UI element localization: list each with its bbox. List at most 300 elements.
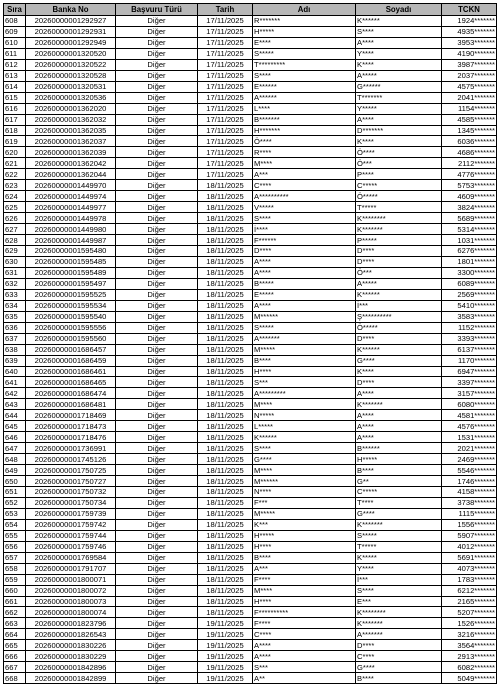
soyadi-cell: S**** [356, 585, 442, 596]
banka-no-cell: 20260000001595489 [26, 267, 116, 278]
tckn-cell: 2112******* [442, 158, 497, 169]
soyadi-cell: A**** [356, 410, 442, 421]
tarih-cell: 17/11/2025 [198, 48, 253, 59]
adi-cell: L***** [253, 421, 356, 432]
basvuru-turu-cell: Diğer [116, 333, 198, 344]
sira-cell: 665 [4, 640, 26, 651]
tarih-cell: 18/11/2025 [198, 235, 253, 246]
tckn-cell: 5049******* [442, 673, 497, 684]
adi-cell: S*** [253, 662, 356, 673]
banka-no-cell: 20260000001759739 [26, 508, 116, 519]
table-row [4, 585, 497, 596]
basvuru-turu-cell: Diğer [116, 585, 198, 596]
soyadi-cell: B**** [356, 465, 442, 476]
sira-cell: 636 [4, 322, 26, 333]
tckn-cell: 2165******* [442, 596, 497, 607]
sira-cell: 653 [4, 508, 26, 519]
soyadi-cell: Ö*** [356, 158, 442, 169]
soyadi-cell: A***** [356, 278, 442, 289]
banka-no-cell: 20260000001791707 [26, 563, 116, 574]
sira-cell: 663 [4, 618, 26, 629]
tarih-cell: 18/11/2025 [198, 278, 253, 289]
tarih-cell: 17/11/2025 [198, 136, 253, 147]
tckn-cell: 5689******* [442, 213, 497, 224]
tarih-cell: 17/11/2025 [198, 114, 253, 125]
sira-cell: 621 [4, 158, 26, 169]
table-header [4, 4, 497, 16]
tarih-cell: 18/11/2025 [198, 563, 253, 574]
basvuru-turu-cell: Diğer [116, 355, 198, 366]
banka-no-cell: 20260000001595560 [26, 333, 116, 344]
soyadi-cell: K******* [356, 519, 442, 530]
basvuru-turu-cell: Diğer [116, 169, 198, 180]
header-row [4, 4, 497, 16]
sira-cell: 615 [4, 92, 26, 103]
basvuru-turu-cell: Diğer [116, 377, 198, 388]
banka-no-cell: 20260000001449970 [26, 180, 116, 191]
adi-cell: M**** [253, 399, 356, 410]
banka-no-cell: 20260000001595480 [26, 246, 116, 257]
tarih-cell: 18/11/2025 [198, 486, 253, 497]
tckn-cell: 4576******* [442, 421, 497, 432]
banka-no-cell: 20260000001292931 [26, 26, 116, 37]
soyadi-cell: A******* [356, 629, 442, 640]
table-row [4, 607, 497, 618]
sira-cell: 620 [4, 147, 26, 158]
adi-cell: G**** [253, 454, 356, 465]
adi-cell: R**** [253, 147, 356, 158]
sira-cell: 646 [4, 432, 26, 443]
sira-cell: 649 [4, 465, 26, 476]
soyadi-cell: A***** [356, 70, 442, 81]
basvuru-turu-cell: Diğer [116, 607, 198, 618]
tckn-cell: 3583******* [442, 311, 497, 322]
banka-no-cell: 20260000001362039 [26, 147, 116, 158]
sira-cell: 624 [4, 191, 26, 202]
adi-cell: B**** [253, 355, 356, 366]
tarih-cell: 17/11/2025 [198, 59, 253, 70]
adi-cell: A**** [253, 267, 356, 278]
banka-no-cell: 20260000001449978 [26, 213, 116, 224]
tarih-cell: 18/11/2025 [198, 322, 253, 333]
basvuru-turu-cell: Diğer [116, 246, 198, 257]
soyadi-cell: P***** [356, 235, 442, 246]
soyadi-cell: Y***** [356, 103, 442, 114]
soyadi-cell: S***** [356, 530, 442, 541]
basvuru-turu-cell: Diğer [116, 59, 198, 70]
table-row [4, 48, 497, 59]
soyadi-cell: A**** [356, 388, 442, 399]
tarih-cell: 18/11/2025 [198, 344, 253, 355]
soyadi-cell: T******* [356, 92, 442, 103]
banka-no-cell: 20260000001595540 [26, 311, 116, 322]
table-row [4, 552, 497, 563]
sira-cell: 622 [4, 169, 26, 180]
adi-cell: N**** [253, 486, 356, 497]
adi-cell: B**** [253, 552, 356, 563]
tarih-cell: 18/11/2025 [198, 508, 253, 519]
banka-no-cell: 20260000001320520 [26, 48, 116, 59]
banka-no-cell: 20260000001320522 [26, 59, 116, 70]
tarih-cell: 17/11/2025 [198, 169, 253, 180]
sira-cell: 637 [4, 333, 26, 344]
banka-no-cell: 20260000001362042 [26, 158, 116, 169]
table-row [4, 235, 497, 246]
banka-no-cell: 20260000001800074 [26, 607, 116, 618]
sira-cell: 633 [4, 289, 26, 300]
banka-no-cell: 20260000001449974 [26, 191, 116, 202]
sira-cell: 668 [4, 673, 26, 684]
tckn-cell: 5907******* [442, 530, 497, 541]
tarih-cell: 18/11/2025 [198, 519, 253, 530]
basvuru-turu-cell: Diğer [116, 224, 198, 235]
table-row [4, 16, 497, 27]
adi-cell: A*** [253, 563, 356, 574]
tckn-cell: 6212******* [442, 585, 497, 596]
adi-cell: B***** [253, 278, 356, 289]
adi-cell: L**** [253, 103, 356, 114]
soyadi-cell: B**** [356, 673, 442, 684]
sira-cell: 613 [4, 70, 26, 81]
adi-cell: C**** [253, 629, 356, 640]
tarih-cell: 17/11/2025 [198, 70, 253, 81]
banka-no-cell: 20260000001595497 [26, 278, 116, 289]
tckn-cell: 3393******* [442, 333, 497, 344]
table-row [4, 421, 497, 432]
sira-cell: 634 [4, 300, 26, 311]
tckn-cell: 5410******* [442, 300, 497, 311]
tarih-cell: 18/11/2025 [198, 388, 253, 399]
soyadi-cell: D**** [356, 333, 442, 344]
adi-cell: Ö**** [253, 136, 356, 147]
tarih-cell: 19/11/2025 [198, 662, 253, 673]
basvuru-turu-cell: Diğer [116, 311, 198, 322]
adi-cell: F*** [253, 497, 356, 508]
basvuru-turu-cell: Diğer [116, 519, 198, 530]
sira-cell: 617 [4, 114, 26, 125]
sira-cell: 650 [4, 476, 26, 487]
sira-cell: 611 [4, 48, 26, 59]
tckn-cell: 4935******* [442, 26, 497, 37]
tckn-cell: 1801******* [442, 256, 497, 267]
banka-no-cell: 20260000001595534 [26, 300, 116, 311]
tckn-cell: 1556******* [442, 519, 497, 530]
tckn-cell: 1031******* [442, 235, 497, 246]
soyadi-cell: D**** [356, 246, 442, 257]
soyadi-cell: H***** [356, 454, 442, 465]
tarih-cell: 18/11/2025 [198, 267, 253, 278]
tarih-cell: 18/11/2025 [198, 311, 253, 322]
adi-cell: A********* [253, 388, 356, 399]
tarih-cell: 18/11/2025 [198, 224, 253, 235]
basvuru-turu-cell: Diğer [116, 267, 198, 278]
sira-cell: 657 [4, 552, 26, 563]
basvuru-turu-cell: Diğer [116, 673, 198, 684]
sira-cell: 632 [4, 278, 26, 289]
table-row [4, 366, 497, 377]
banka-no-cell: 20260000001718476 [26, 432, 116, 443]
basvuru-turu-cell: Diğer [116, 410, 198, 421]
soyadi-cell: C***** [356, 180, 442, 191]
sira-cell: 662 [4, 607, 26, 618]
basvuru-turu-cell: Diğer [116, 465, 198, 476]
soyadi-cell: K******** [356, 607, 442, 618]
table-row [4, 322, 497, 333]
adi-cell: T********* [253, 59, 356, 70]
tarih-cell: 18/11/2025 [198, 552, 253, 563]
adi-cell: K****** [253, 432, 356, 443]
banka-no-cell: 20260000001745126 [26, 454, 116, 465]
basvuru-turu-cell: Diğer [116, 147, 198, 158]
soyadi-cell: İ*** [356, 574, 442, 585]
soyadi-cell: D**** [356, 377, 442, 388]
table-row [4, 399, 497, 410]
banka-no-cell: 20260000001800071 [26, 574, 116, 585]
sira-cell: 619 [4, 136, 26, 147]
tarih-cell: 17/11/2025 [198, 147, 253, 158]
basvuru-turu-cell: Diğer [116, 136, 198, 147]
adi-cell: C**** [253, 180, 356, 191]
table-row [4, 377, 497, 388]
table-row [4, 92, 497, 103]
tckn-cell: 5691******* [442, 552, 497, 563]
banka-no-cell: 20260000001800073 [26, 596, 116, 607]
tarih-cell: 18/11/2025 [198, 289, 253, 300]
soyadi-cell: G** [356, 476, 442, 487]
tckn-cell: 4581******* [442, 410, 497, 421]
table-row [4, 191, 497, 202]
table-row [4, 158, 497, 169]
sira-cell: 610 [4, 37, 26, 48]
tarih-cell: 18/11/2025 [198, 607, 253, 618]
sira-cell: 659 [4, 574, 26, 585]
adi-cell: E**** [253, 37, 356, 48]
banka-no-cell: 20260000001718469 [26, 410, 116, 421]
adi-cell: N***** [253, 410, 356, 421]
soyadi-cell: C***** [356, 486, 442, 497]
adi-cell: H**** [253, 596, 356, 607]
basvuru-turu-cell: Diğer [116, 508, 198, 519]
tarih-cell: 18/11/2025 [198, 355, 253, 366]
tarih-cell: 17/11/2025 [198, 92, 253, 103]
sira-cell: 667 [4, 662, 26, 673]
banka-no-cell: 20260000001449980 [26, 224, 116, 235]
soyadi-cell: K******** [356, 213, 442, 224]
basvuru-turu-cell: Diğer [116, 92, 198, 103]
tarih-cell: 18/11/2025 [198, 530, 253, 541]
adi-cell: B******* [253, 114, 356, 125]
banka-no-cell: 20260000001759742 [26, 519, 116, 530]
adi-cell: E***** [253, 289, 356, 300]
soyadi-cell: G****** [356, 81, 442, 92]
tarih-cell: 18/11/2025 [198, 443, 253, 454]
sira-cell: 639 [4, 355, 26, 366]
banka-no-cell: 20260000001736991 [26, 443, 116, 454]
basvuru-turu-cell: Diğer [116, 48, 198, 59]
column-header-tckn: TCKN [442, 4, 497, 16]
adi-cell: M****** [253, 311, 356, 322]
basvuru-turu-cell: Diğer [116, 640, 198, 651]
banka-no-cell: 20260000001595556 [26, 322, 116, 333]
table-row [4, 640, 497, 651]
soyadi-cell: Ö*** [356, 267, 442, 278]
tarih-cell: 19/11/2025 [198, 673, 253, 684]
soyadi-cell: T***** [356, 202, 442, 213]
basvuru-turu-cell: Diğer [116, 541, 198, 552]
soyadi-cell: K****** [356, 344, 442, 355]
table-row [4, 563, 497, 574]
sira-cell: 642 [4, 388, 26, 399]
soyadi-cell: A**** [356, 37, 442, 48]
table-row [4, 497, 497, 508]
tckn-cell: 4190******* [442, 48, 497, 59]
adi-cell: A****** [253, 92, 356, 103]
sira-cell: 612 [4, 59, 26, 70]
sira-cell: 648 [4, 454, 26, 465]
sira-cell: 654 [4, 519, 26, 530]
tarih-cell: 18/11/2025 [198, 410, 253, 421]
tarih-cell: 18/11/2025 [198, 585, 253, 596]
banka-no-cell: 20260000001362020 [26, 103, 116, 114]
sira-cell: 641 [4, 377, 26, 388]
tckn-cell: 3397******* [442, 377, 497, 388]
adi-cell: H***** [253, 26, 356, 37]
adi-cell: A********** [253, 191, 356, 202]
table-row [4, 246, 497, 257]
soyadi-cell: S**** [356, 26, 442, 37]
table-row [4, 410, 497, 421]
table-row [4, 311, 497, 322]
tckn-cell: 1152******* [442, 322, 497, 333]
tarih-cell: 17/11/2025 [198, 16, 253, 27]
basvuru-turu-cell: Diğer [116, 651, 198, 662]
tarih-cell: 18/11/2025 [198, 399, 253, 410]
tarih-cell: 18/11/2025 [198, 574, 253, 585]
table-row [4, 103, 497, 114]
basvuru-turu-cell: Diğer [116, 486, 198, 497]
adi-cell: S**** [253, 213, 356, 224]
adi-cell: M**** [253, 465, 356, 476]
tckn-cell: 3157******* [442, 388, 497, 399]
soyadi-cell: K****** [356, 289, 442, 300]
tckn-cell: 3300******* [442, 267, 497, 278]
sira-cell: 628 [4, 235, 26, 246]
applications-table [3, 3, 497, 684]
sira-cell: 645 [4, 421, 26, 432]
table-row [4, 519, 497, 530]
sira-cell: 635 [4, 311, 26, 322]
banka-no-cell: 20260000001595525 [26, 289, 116, 300]
adi-cell: D**** [253, 246, 356, 257]
table-row [4, 59, 497, 70]
banka-no-cell: 20260000001769584 [26, 552, 116, 563]
tckn-cell: 2469******* [442, 454, 497, 465]
basvuru-turu-cell: Diğer [116, 103, 198, 114]
adi-cell: S*** [253, 377, 356, 388]
adi-cell: A**** [253, 651, 356, 662]
tarih-cell: 19/11/2025 [198, 629, 253, 640]
table-row [4, 180, 497, 191]
adi-cell: F**** [253, 574, 356, 585]
tckn-cell: 3987******* [442, 59, 497, 70]
adi-cell: F********** [253, 607, 356, 618]
table-row [4, 278, 497, 289]
tarih-cell: 18/11/2025 [198, 366, 253, 377]
tckn-cell: 4686******* [442, 147, 497, 158]
sira-cell: 661 [4, 596, 26, 607]
tckn-cell: 5314******* [442, 224, 497, 235]
basvuru-turu-cell: Diğer [116, 563, 198, 574]
sira-cell: 664 [4, 629, 26, 640]
tarih-cell: 18/11/2025 [198, 432, 253, 443]
adi-cell: R******* [253, 16, 356, 27]
column-header-soyadi: Soyadı [356, 4, 442, 16]
column-header-adi: Adı [253, 4, 356, 16]
basvuru-turu-cell: Diğer [116, 202, 198, 213]
tckn-cell: 5207******* [442, 607, 497, 618]
adi-cell: M***** [253, 344, 356, 355]
adi-cell: F****** [253, 235, 356, 246]
soyadi-cell: K**** [356, 366, 442, 377]
soyadi-cell: C**** [356, 651, 442, 662]
tckn-cell: 1924******* [442, 16, 497, 27]
tarih-cell: 17/11/2025 [198, 37, 253, 48]
sira-cell: 616 [4, 103, 26, 114]
soyadi-cell: K***** [356, 552, 442, 563]
column-header-tarih: Tarih [198, 4, 253, 16]
column-header-sira: Sıra [4, 4, 26, 16]
banka-no-cell: 20260000001759744 [26, 530, 116, 541]
tarih-cell: 18/11/2025 [198, 300, 253, 311]
basvuru-turu-cell: Diğer [116, 596, 198, 607]
column-header-banka-no: Banka No [26, 4, 116, 16]
table-row [4, 224, 497, 235]
table-row [4, 300, 497, 311]
sira-cell: 644 [4, 410, 26, 421]
tarih-cell: 18/11/2025 [198, 213, 253, 224]
tarih-cell: 18/11/2025 [198, 377, 253, 388]
tarih-cell: 18/11/2025 [198, 541, 253, 552]
tckn-cell: 4575******* [442, 81, 497, 92]
table-row [4, 596, 497, 607]
adi-cell: K*** [253, 519, 356, 530]
tckn-cell: 2041******* [442, 92, 497, 103]
soyadi-cell: A**** [356, 432, 442, 443]
table-row [4, 125, 497, 136]
table-row [4, 355, 497, 366]
soyadi-cell: A**** [356, 421, 442, 432]
sira-cell: 630 [4, 256, 26, 267]
banka-no-cell: 20260000001686474 [26, 388, 116, 399]
table-row [4, 289, 497, 300]
sira-cell: 666 [4, 651, 26, 662]
banka-no-cell: 20260000001449977 [26, 202, 116, 213]
soyadi-cell: Ö***** [356, 191, 442, 202]
soyadi-cell: D**** [356, 640, 442, 651]
tckn-cell: 6947******* [442, 366, 497, 377]
banka-no-cell: 20260000001686459 [26, 355, 116, 366]
basvuru-turu-cell: Diğer [116, 158, 198, 169]
adi-cell: M**** [253, 585, 356, 596]
tckn-cell: 6036******* [442, 136, 497, 147]
tckn-cell: 2913******* [442, 651, 497, 662]
sira-cell: 631 [4, 267, 26, 278]
adi-cell: S**** [253, 70, 356, 81]
soyadi-cell: A**** [356, 114, 442, 125]
banka-no-cell: 20260000001320536 [26, 92, 116, 103]
tckn-cell: 3953******* [442, 37, 497, 48]
banka-no-cell: 20260000001830229 [26, 651, 116, 662]
